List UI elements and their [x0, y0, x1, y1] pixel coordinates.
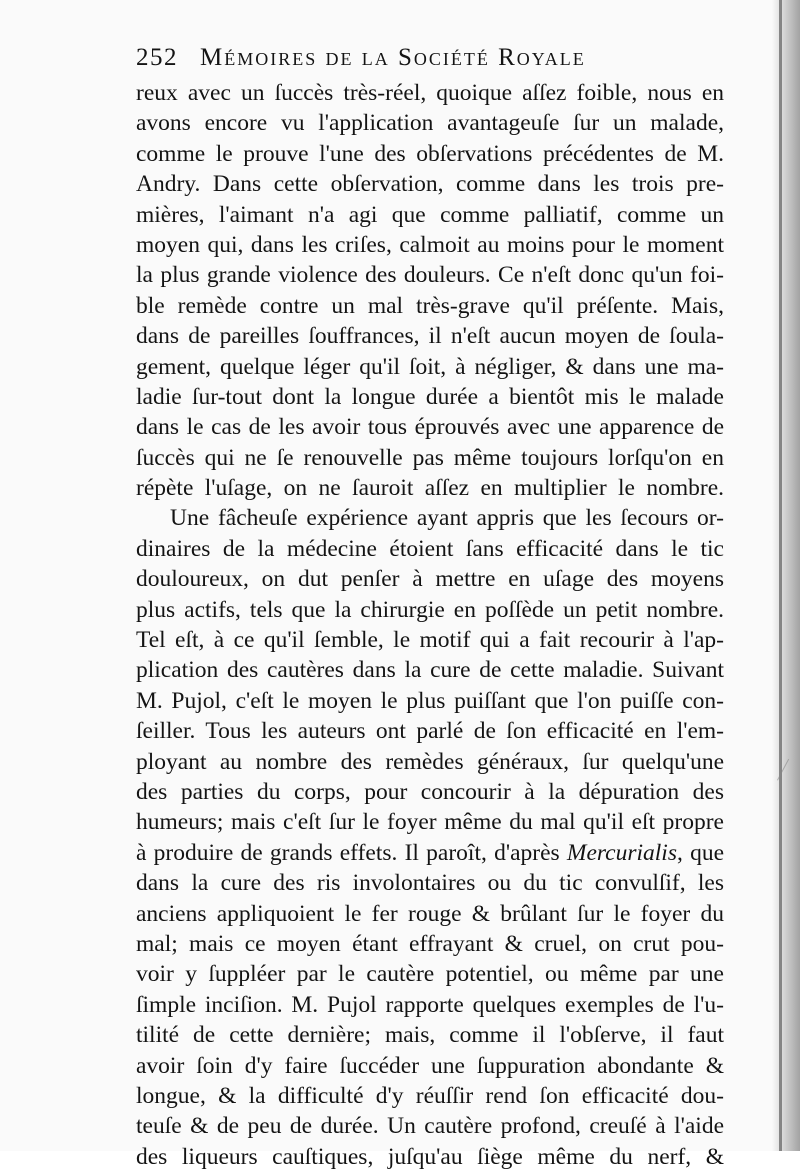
spine-shadow [772, 0, 800, 1151]
text-line: plus actifs, tels que la chirurgie en poſſède un petit nombre. [136, 596, 724, 623]
text-line: comme le prouve l'une des obſervations précédentes de M. [136, 140, 724, 167]
text-line: anciens appliquoient le fer rouge & brûlant ſur le foyer du [136, 900, 724, 927]
running-title: Mémoires de la Société Royale [200, 44, 586, 71]
text-line: ladie ſur-tout dont la longue durée a bientôt mis le malade [136, 383, 724, 410]
spine-edge [779, 0, 782, 1151]
text-line: ſuccès qui ne ſe renouvelle pas même toujours lorſqu'on en [136, 444, 724, 471]
text-line-with-italic [136, 838, 724, 868]
body-text [136, 78, 724, 1172]
text-line: avoir ſoin d'y faire ſuccéder une ſuppuration abondante & [136, 1052, 724, 1079]
running-head [136, 44, 696, 76]
text-line: dans la cure des ris involontaires ou du tic convulſif, les [136, 870, 724, 897]
text-line: plication des cautères dans la cure de cette maladie. Suivant [136, 657, 724, 684]
text-line: dans de pareilles ſouffrances, il n'eſt aucun moyen de ſoula- [136, 323, 724, 350]
text-line: la plus grande violence des douleurs. Ce n'eſt donc qu'un foi- [136, 262, 724, 289]
text-line-start: à produire de grands effets. Il paroît, d'après [136, 839, 560, 866]
text-line: avons encore vu l'application avantageuſe ſur un malade, [136, 110, 724, 137]
text-line: dinaires de la médecine étoient ſans efficacité dans le tic [136, 535, 724, 562]
text-line: longue, & la difficulté d'y réuſſir rend ſon efficacité dou- [136, 1082, 724, 1109]
text-line: tilité de cette dernière; mais, comme il l'obſerve, il faut [136, 1022, 724, 1049]
text-line: voir y ſuppléer par le cautère potentiel, ou même par une [136, 961, 724, 988]
text-line: des liqueurs cauſtiques, juſqu'au ſiège même du nerf, & [136, 1143, 724, 1170]
text-line: Tel eſt, à ce qu'il ſemble, le motif qui a fait recourir à l'ap- [136, 627, 724, 654]
text-line-end: , que [676, 839, 724, 866]
paragraph-start-line: Une fâcheuſe expérience ayant appris que les ſecours or- [170, 505, 724, 532]
text-line: ble remède contre un mal très-grave qu'il préſente. Mais, [136, 292, 724, 319]
text-line: des parties du corps, pour concourir à la dépuration des [136, 778, 724, 805]
text-line: ſeiller. Tous les auteurs ont parlé de ſon efficacité en l'em- [136, 718, 724, 745]
italic-author-name: Mercurialis [566, 839, 677, 866]
page-number: 252 [136, 44, 178, 71]
text-line: teuſe & de peu de durée. Un cautère profond, creuſé à l'aide [136, 1113, 724, 1140]
text-line: ſimple inciſion. M. Pujol rapporte quelques exemples de l'u- [136, 991, 724, 1018]
text-line: mal; mais ce moyen étant effrayant & cruel, on crut pou- [136, 930, 724, 957]
text-line: répète l'uſage, on ne ſauroit aſſez en multiplier le nombre. [136, 475, 724, 502]
text-line: douloureux, on dut penſer à mettre en uſage des moyens [136, 566, 724, 593]
text-line: dans le cas de les avoir tous éprouvés avec une apparence de [136, 414, 724, 441]
text-line: humeurs; mais c'eſt ſur le foyer même du mal qu'il eſt propre [136, 809, 724, 836]
text-line: reux avec un ſuccès très-réel, quoique aſſez foible, nous en [136, 80, 724, 106]
text-line: moyen qui, dans les criſes, calmoit au moins pour le moment [136, 231, 724, 258]
text-line: ployant au nombre des remèdes généraux, ſur quelqu'une [136, 748, 724, 775]
text-line: M. Pujol, c'eſt le moyen le plus puiſſant que l'on puiſſe con- [136, 687, 724, 714]
text-line: gement, quelque léger qu'il ſoit, à négliger, & dans une ma- [136, 353, 724, 380]
text-line: Andry. Dans cette obſervation, comme dans les trois pre- [136, 171, 724, 198]
text-line: mières, l'aimant n'a agi que comme palliatif, comme un [136, 201, 724, 228]
